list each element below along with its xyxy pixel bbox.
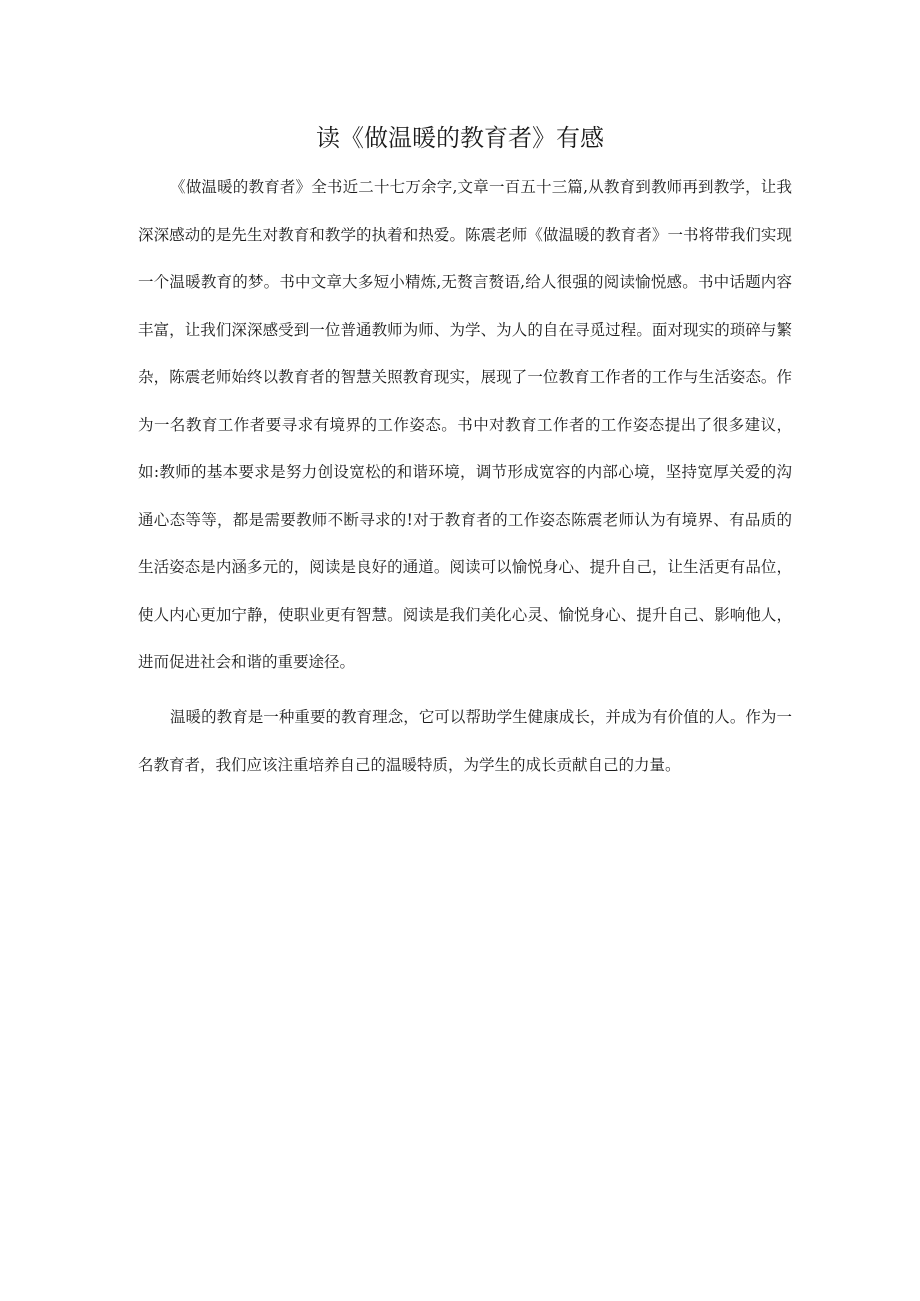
document-title: 读《做温暖的教育者》有感 xyxy=(316,124,604,152)
paragraph-2: 温暖的教育是一种重要的教育理念，它可以帮助学生健康成长，并成为有价值的人。作为一名教育者，我们应该注重培养自己的温暖特质，为学生的成长贡献自己的力量。 xyxy=(138,708,792,774)
paragraph-1: 《做温暖的教育者》全书近二十七万余字,文章一百五十三篇,从教育到教师再到教学，让我深深感动的是先生对教育和教学的执着和热爱。陈震老师《做温暖的教育者》一书将带我们实现一个温暖教育的梦。书中文章大多短小精炼,无赘言赘语,给人很强的阅读愉悦感。书中话题内容丰富，让我们深深感受到一位普通教师为师、为学、为人的自在寻觅过程。面对现实的琐碎与繁杂，陈震老师始终以教育者的智慧关照教育现实，展现了一位教育工作者的工作与生活姿态。作为一名教育工作者要寻求有境界的工作姿态。书中对教育工作者的工作姿态提出了很多建议，如:教师的基本要求是努力创设宽松的和谐环境，调节形成宽容的内部心境，坚持宽厚关爱的沟通心态等等，都是需要教师不断寻求的!对于教育者的工作姿态陈震老师认为有境界、有品质的生活姿态是内涵多元的，阅读是良好的通道。阅读可以愉悦身心、提升自己，让生活更有品位，使人内心更加宁静，使职业更有智慧。阅读是我们美化心灵、愉悦身心、提升自己、影响他人，进而促进社会和谐的重要途径。 xyxy=(138,178,792,671)
